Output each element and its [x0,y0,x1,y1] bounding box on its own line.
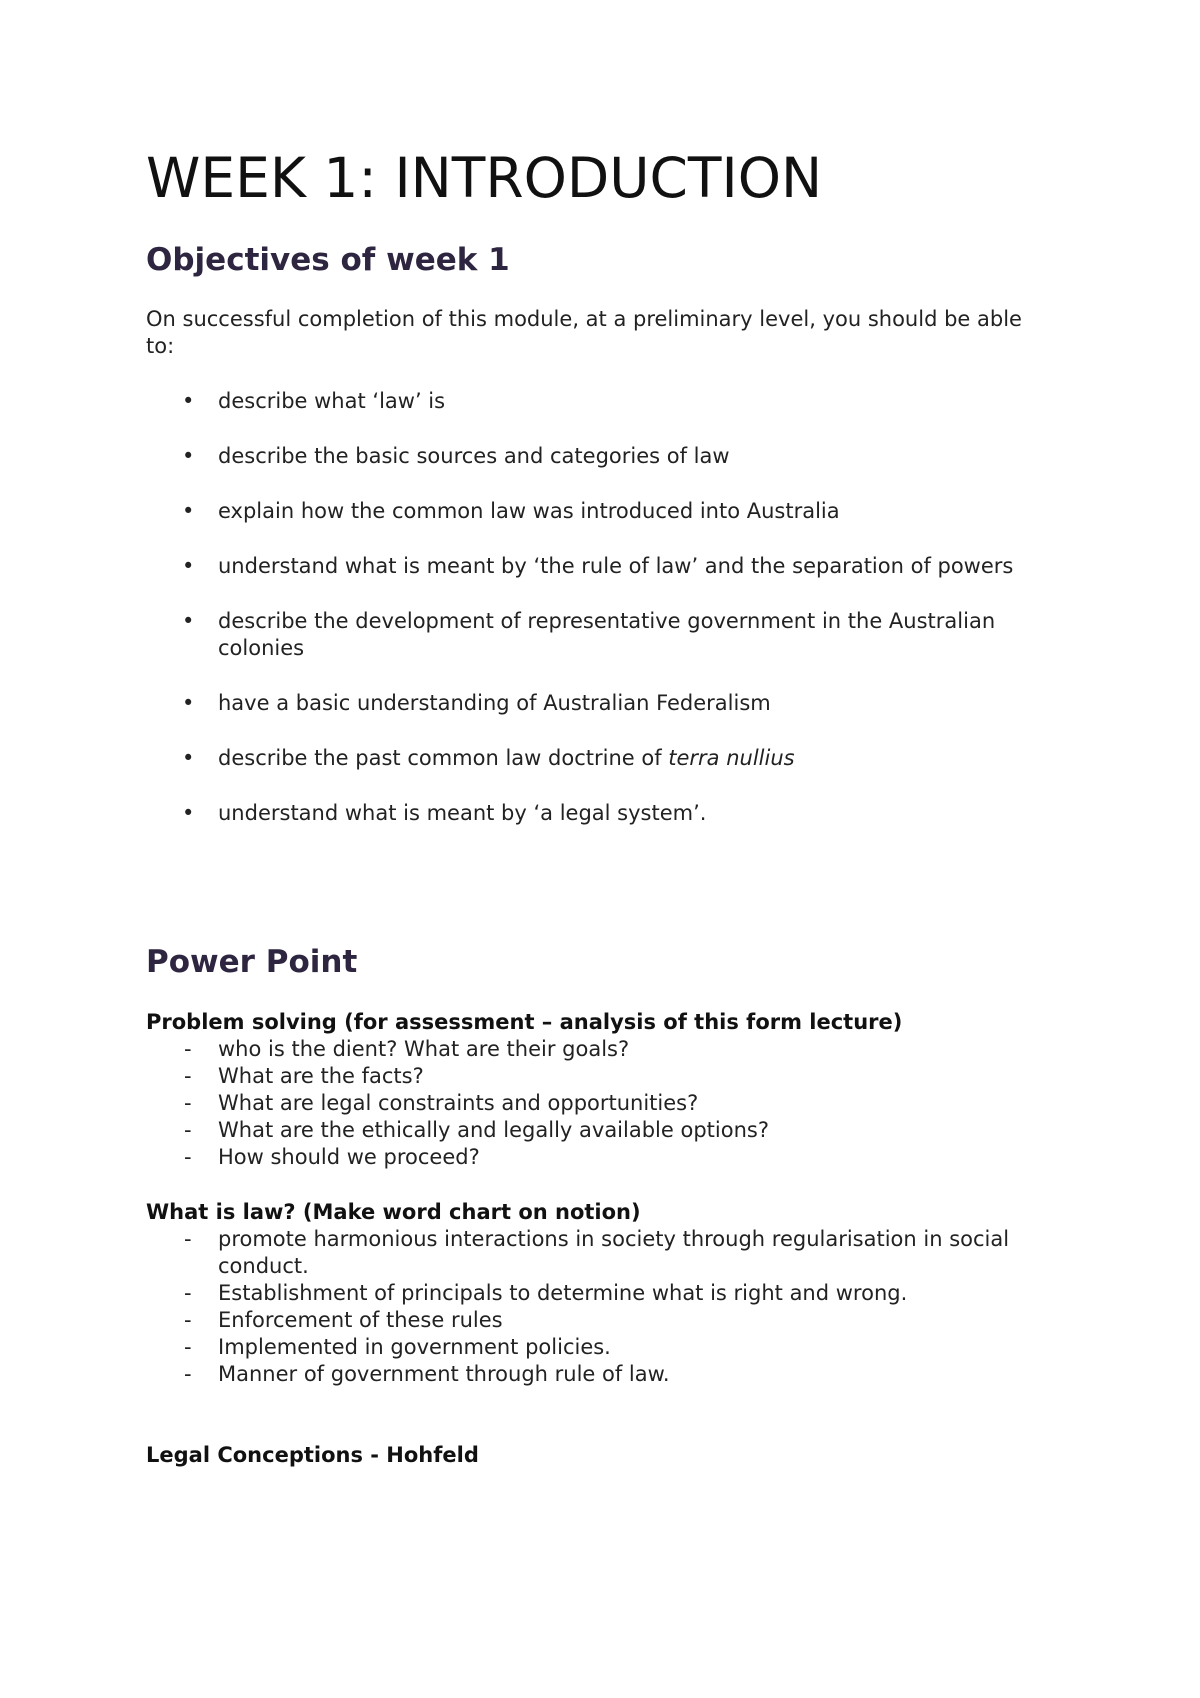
dash-icon: - [184,1091,192,1115]
list-item: - Enforcement of these rules [184,1308,503,1332]
what-is-law-heading: What is law? (Make word chart on notion) [146,1200,641,1224]
dash-icon: - [184,1064,192,1088]
dash-icon: - [184,1308,192,1332]
list-item: • understand what is meant by ‘a legal system’. [182,801,707,825]
legal-conceptions-heading: Legal Conceptions - Hohfeld [146,1443,479,1467]
bullet-icon: • [182,554,195,578]
list-item: • describe the development of representative government in the Australian colonies [182,609,996,660]
dash-icon: - [184,1118,192,1142]
list-item: - How should we proceed? [184,1145,480,1169]
dash-icon: - [184,1145,192,1169]
list-item: - What are the ethically and legally available options? [184,1118,769,1142]
list-item: - Manner of government through rule of law. [184,1362,670,1386]
bullet-icon: • [182,389,195,413]
bullet-icon: • [182,746,195,770]
power-point-heading: Power Point [146,944,358,980]
list-item: • explain how the common law was introduced into Australia [182,499,840,523]
page-title: WEEK 1: INTRODUCTION [146,146,823,210]
dash-icon: - [184,1227,192,1251]
bullet-icon: • [182,499,195,523]
list-item: - who is the dient? What are their goals? [184,1037,630,1061]
list-item: • understand what is meant by ‘the rule of law’ and the separation of powers [182,554,1014,578]
dash-icon: - [184,1362,192,1386]
list-item: - Implemented in government policies. [184,1335,611,1359]
list-item: • describe the past common law doctrine of terra nullius [182,746,795,770]
what-is-law-list [146,1226,1066,1388]
bullet-icon: • [182,691,195,715]
problem-solving-heading: Problem solving (for assessment – analysis of this form lecture) [146,1010,903,1034]
italic-term: terra nullius [668,746,795,770]
problem-solving-list [146,1036,1066,1171]
list-item: • have a basic understanding of Australian Federalism [182,691,771,715]
list-item: • describe what ‘law’ is [182,389,446,413]
objectives-heading: Objectives of week 1 [146,242,510,278]
bullet-icon: • [182,609,195,633]
dash-icon: - [184,1335,192,1359]
bullet-icon: • [182,801,195,825]
objectives-intro: On successful completion of this module, at a preliminary level, you should be able to: [146,307,1022,358]
objectives-list [146,388,1066,855]
list-item: • describe the basic sources and categories of law [182,444,730,468]
list-item: - Establishment of principals to determine what is right and wrong. [184,1281,908,1305]
list-item: - What are the facts? [184,1064,424,1088]
bullet-icon: • [182,444,195,468]
list-item: - promote harmonious interactions in society through regularisation in social conduct. [184,1227,1010,1278]
list-item: - What are legal constraints and opportunities? [184,1091,699,1115]
dash-icon: - [184,1037,192,1061]
dash-icon: - [184,1281,192,1305]
